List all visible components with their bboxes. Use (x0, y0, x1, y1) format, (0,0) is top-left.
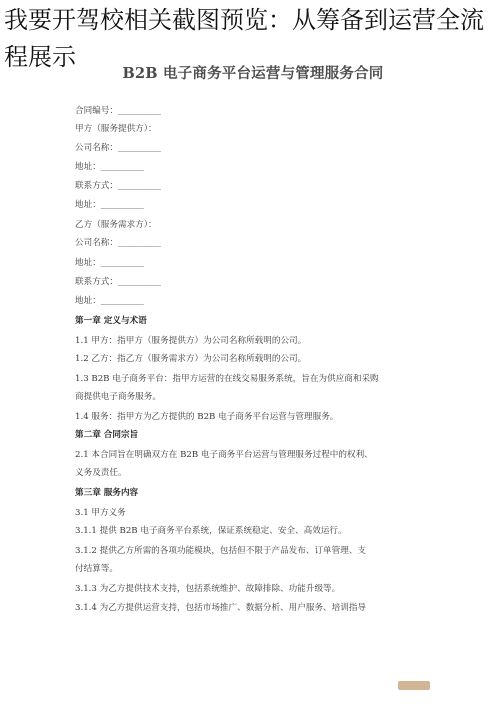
contract-line: 公司名称：__________ (75, 238, 161, 248)
contract-line: 乙方（服务需求方）： (75, 220, 157, 230)
contract-line: 1.3 B2B 电子商务平台：指甲方运营的在线交易服务系统，旨在为供应商和采购 (75, 374, 379, 384)
contract-line: 1.2 乙方：指乙方（服务需求方）为公司名称所载明的公司。 (75, 354, 307, 364)
contract-line: 3.1.4 为乙方提供运营支持，包括市场推广、数据分析、用户服务、培训指导 (75, 603, 367, 613)
contract-line: 3.1 甲方义务 (75, 508, 126, 518)
contract-line: 联系方式：__________ (75, 277, 161, 287)
section-heading: 第二章 合同宗旨 (75, 430, 139, 440)
contract-line: 3.1.3 为乙方提供技术支持，包括系统维护、故障排除、功能升级等。 (75, 584, 341, 594)
contract-line: 合同编号：__________ (75, 106, 161, 116)
contract-line: 公司名称：__________ (75, 143, 161, 153)
watermark-logo (398, 681, 430, 690)
contract-line: 商提供电子商务服务。 (75, 392, 161, 402)
contract-line: 1.1 甲方：指甲方（服务提供方）为公司名称所载明的公司。 (75, 336, 307, 346)
contract-line: 地址：__________ (75, 296, 144, 306)
contract-line: 3.1.1 提供 B2B 电子商务平台系统，保证系统稳定、安全、高效运行。 (75, 526, 347, 536)
contract-line: 地址：__________ (75, 162, 144, 172)
contract-line: 义务及责任。 (75, 468, 127, 478)
section-heading: 第三章 服务内容 (75, 488, 139, 498)
section-heading: 第一章 定义与术语 (75, 316, 147, 326)
contract-line: 付结算等。 (75, 564, 118, 574)
contract-title: B2B 电子商务平台运营与管理服务合同 (122, 65, 384, 82)
contract-line: 甲方（服务提供方）： (75, 124, 157, 134)
contract-line: 地址：__________ (75, 200, 144, 210)
contract-line: 1.4 服务：指甲方为乙方提供的 B2B 电子商务平台运营与管理服务。 (75, 412, 339, 422)
contract-line: 3.1.2 提供乙方所需的各项功能模块，包括但不限于产品发布、订单管理、支 (75, 546, 367, 556)
overlay-title: 我要开驾校相关截图预览：从筹备到运营全流程展示 (4, 6, 484, 71)
contract-line: 地址：__________ (75, 258, 144, 268)
contract-line: 2.1 本合同旨在明确双方在 B2B 电子商务平台运营与管理服务过程中的权利、 (75, 450, 373, 460)
contract-line: 联系方式：__________ (75, 181, 161, 191)
